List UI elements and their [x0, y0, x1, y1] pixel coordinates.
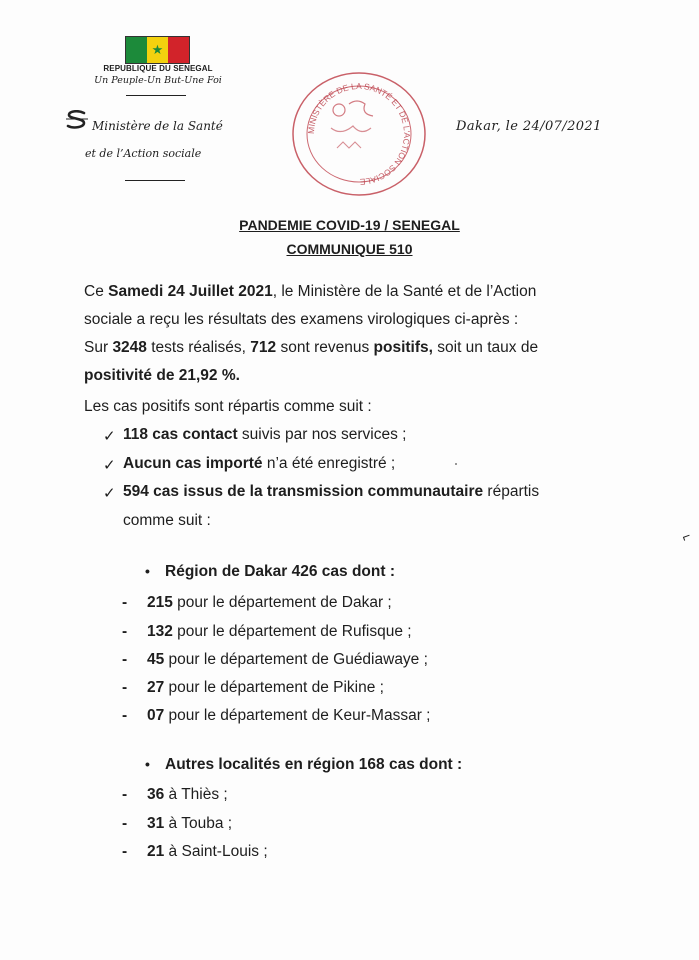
ministry-logo-icon: [64, 110, 90, 130]
intro-line-3: Sur 3248 tests réalisés, 712 sont revenus positifs, soit un taux de: [84, 339, 539, 356]
communique-number: COMMUNIQUE 510: [286, 241, 413, 257]
check-item-contacts: 118 cas contact suivis par nos services ;: [123, 426, 407, 443]
dash-icon: -: [122, 707, 128, 724]
bullet-icon: •: [145, 563, 150, 579]
bullet-icon: •: [145, 756, 150, 772]
region-item: 21 à Saint-Louis ;: [147, 843, 268, 860]
senegal-flag: [125, 36, 190, 64]
margin-mark: ⌐: [679, 527, 693, 545]
official-stamp: [289, 70, 429, 198]
breakdown-intro: Les cas positifs sont répartis comme suit :: [84, 398, 372, 415]
region-item: 36 à Thiès ;: [147, 786, 228, 803]
dash-icon: -: [122, 843, 128, 860]
ministry-name-line1: Ministère de la Santé: [92, 119, 223, 133]
dakar-item: 45 pour le département de Guédiawaye ;: [147, 651, 428, 668]
republic-label: REPUBLIQUE DU SENEGAL: [103, 64, 213, 73]
dakar-item: 07 pour le département de Keur-Massar ;: [147, 707, 431, 724]
region-item: 31 à Touba ;: [147, 815, 233, 832]
other-regions-heading: Autres localités en région 168 cas dont :: [165, 756, 463, 773]
tests-count: 3248: [112, 339, 147, 356]
national-motto: Un Peuple-Un But-Une Foi: [94, 75, 222, 86]
dash-icon: -: [122, 651, 128, 668]
dakar-region-heading: Région de Dakar 426 cas dont :: [165, 563, 395, 580]
document-date: Dakar, le 24/07/2021: [456, 119, 602, 134]
dash-icon: -: [122, 623, 128, 640]
document-title: PANDEMIE COVID-19 / SENEGAL: [239, 217, 460, 233]
star-icon: ★: [151, 42, 164, 58]
speck: [455, 463, 457, 465]
intro-line-1: Ce Samedi 24 Juillet 2021, le Ministère de la Santé et de l’Action: [84, 283, 537, 300]
check-item-community: 594 cas issus de la transmission communautaire répartis: [123, 483, 540, 500]
divider: [125, 180, 185, 181]
dash-icon: -: [122, 594, 128, 611]
divider: [126, 95, 186, 96]
check-icon: ✓: [103, 428, 116, 445]
dakar-item: 215 pour le département de Dakar ;: [147, 594, 392, 611]
positive-count: 712: [250, 339, 277, 356]
dakar-item: 132 pour le département de Rufisque ;: [147, 623, 412, 640]
check-icon: ✓: [103, 457, 116, 474]
ministry-name-line2: et de l’Action sociale: [85, 147, 202, 160]
svg-text:MINISTÈRE DE LA SANTÉ ET DE L': [306, 81, 412, 187]
positivity-rate: positivité de 21,92 %.: [84, 367, 240, 384]
check-item-community-cont: comme suit :: [123, 512, 211, 529]
intro-line-2: sociale a reçu les résultats des examens virologiques ci-après :: [84, 311, 519, 328]
dash-icon: -: [122, 815, 128, 832]
dakar-item: 27 pour le département de Pikine ;: [147, 679, 384, 696]
check-item-imported: Aucun cas importé n’a été enregistré ;: [123, 455, 396, 472]
stamp-text: MINISTÈRE DE LA SANTÉ ET DE L'ACTION SOCIALE: [305, 80, 413, 188]
dash-icon: -: [122, 786, 128, 803]
check-icon: ✓: [103, 485, 116, 502]
report-day: Samedi 24 Juillet 2021: [108, 283, 273, 300]
dash-icon: -: [122, 679, 128, 696]
